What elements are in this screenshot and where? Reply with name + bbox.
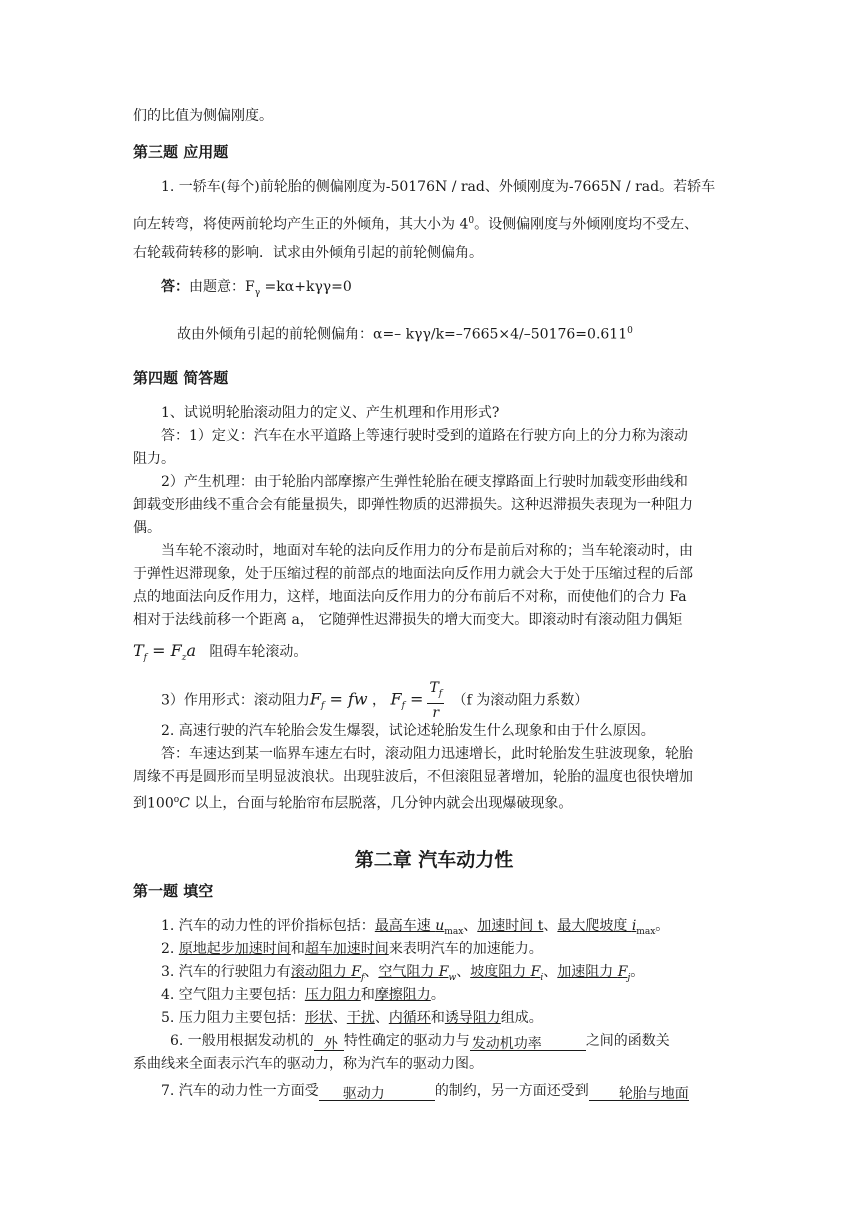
text-line: 们的比值为侧偏刚度。 [133, 108, 273, 124]
question-line: 向左转弯，将使两前轮均产生正的外倾角，其大小为 $4^0$。设侧偏刚度与外倾刚度均不受左、 [133, 216, 699, 233]
answer-line: 答：车速达到某一临界车速左右时，滚动阻力迅速增长，此时轮胎发生驻波现象，轮胎 [161, 746, 693, 762]
formula-line: 3）作用形式：滚动阻力$F_f$ = fw ， $F_f$ = $\frac{T_f}{r}$ （f 为滚动阻力系数） [161, 680, 589, 721]
fill-item-1: 1. 汽车的动力性的评价指标包括：最高车速 $u_{max}$、加速时间 t、最大爬坡度 $i_{max}$。 [161, 918, 670, 937]
fill-item-7: 7. 汽车的动力性一方面受 驱动力 的制约，另一方面还受到 轮胎与地面 [161, 1083, 689, 1102]
answer-line: 答：由题意：$F_\gamma =k\alpha+k\gamma\gamma=0$ [161, 279, 352, 298]
answer-line: 2）产生机理：由于轮胎内部摩擦产生弹性轮胎在硬支撑路面上行驶时加载变形曲线和 [161, 474, 688, 490]
fill-item-6: 6. 一般用根据发动机的 外 特性确定的驱动力与 发动机功率 之间的函数关 [170, 1033, 670, 1052]
fill-item-4: 4. 空气阻力主要包括：压力阻力和摩擦阻力。 [161, 987, 445, 1003]
section-heading: 第一题 填空 [133, 882, 214, 900]
question-line: 1. 一轿车(每个)前轮胎的侧偏刚度为-50176N / rad、外倾刚度为-7665N / rad。若轿车 [161, 179, 716, 195]
fill-item-3: 3. 汽车的行驶阻力有滚动阻力 $F_f$、空气阻力 $F_w$、坡度阻力 $F_i$、加速阻力 $F_j$。 [161, 964, 645, 983]
answer-line: 卸载变形曲线不重合会有能量损失，即弹性物质的迟滞损失。这种迟滞损失表现为一种阻力 [133, 497, 693, 513]
fill-item-2: 2. 原地起步加速时间和超车加速时间来表明汽车的加速能力。 [161, 941, 543, 957]
answer-line: 周缘不再是圆形而呈明显波浪状。出现驻波后，不但滚阻显著增加，轮胎的温度也很快增加 [133, 769, 693, 785]
question-line: 1、试说明轮胎滚动阻力的定义、产生机理和作用形式? [161, 405, 500, 421]
question-line: 右轮载荷转移的影响．试求由外倾角引起的前轮侧偏角。 [133, 245, 483, 261]
answer-line: 于弹性迟滞现象，处于压缩过程的前部点的地面法向反作用力就会大于处于压缩过程的后部 [133, 566, 693, 582]
section-heading: 第四题 简答题 [133, 369, 229, 387]
answer-line: 阻力。 [133, 451, 175, 467]
question-line: 2. 高速行驶的汽车轮胎会发生爆裂，试论述轮胎发生什么现象和由于什么原因。 [161, 723, 655, 739]
section-heading: 第三题 应用题 [133, 143, 229, 161]
answer-line: 相对于法线前移一个距离 a， 它随弹性迟滞损失的增大而变大。即滚动时有滚动阻力偶矩 [133, 612, 683, 628]
answer-line: 故由外倾角引起的前轮侧偏角：α=– kγγ/$k=-7665\times 4/-50176=0.611^0$ [177, 326, 633, 343]
chapter-title: 第二章 汽车动力性 [354, 849, 514, 871]
answer-line: 偶。 [133, 520, 161, 536]
answer-line: 到100$^o$C 以上，台面与轮胎帘布层脱落，几分钟内就会出现爆破现象。 [133, 795, 573, 812]
fill-item-6-cont: 系曲线来全面表示汽车的驱动力，称为汽车的驱动力图。 [133, 1056, 483, 1072]
answer-line: 答：1）定义：汽车在水平道路上等速行驶时受到的道路在行驶方向上的分力称为滚动 [161, 428, 688, 444]
formula-line: $T_f = F_za$ 阻碍车轮滚动。 [133, 641, 308, 663]
answer-line: 点的地面法向反作用力，这样，地面法向反作用力的分布前后不对称，而使他们的合力 Fa [133, 589, 687, 605]
fill-item-5: 5. 压力阻力主要包括：形状、干扰、内循环和诱导阻力组成。 [161, 1010, 543, 1026]
answer-line: 当车轮不滚动时，地面对车轮的法向反作用力的分布是前后对称的；当车轮滚动时，由 [161, 543, 693, 559]
